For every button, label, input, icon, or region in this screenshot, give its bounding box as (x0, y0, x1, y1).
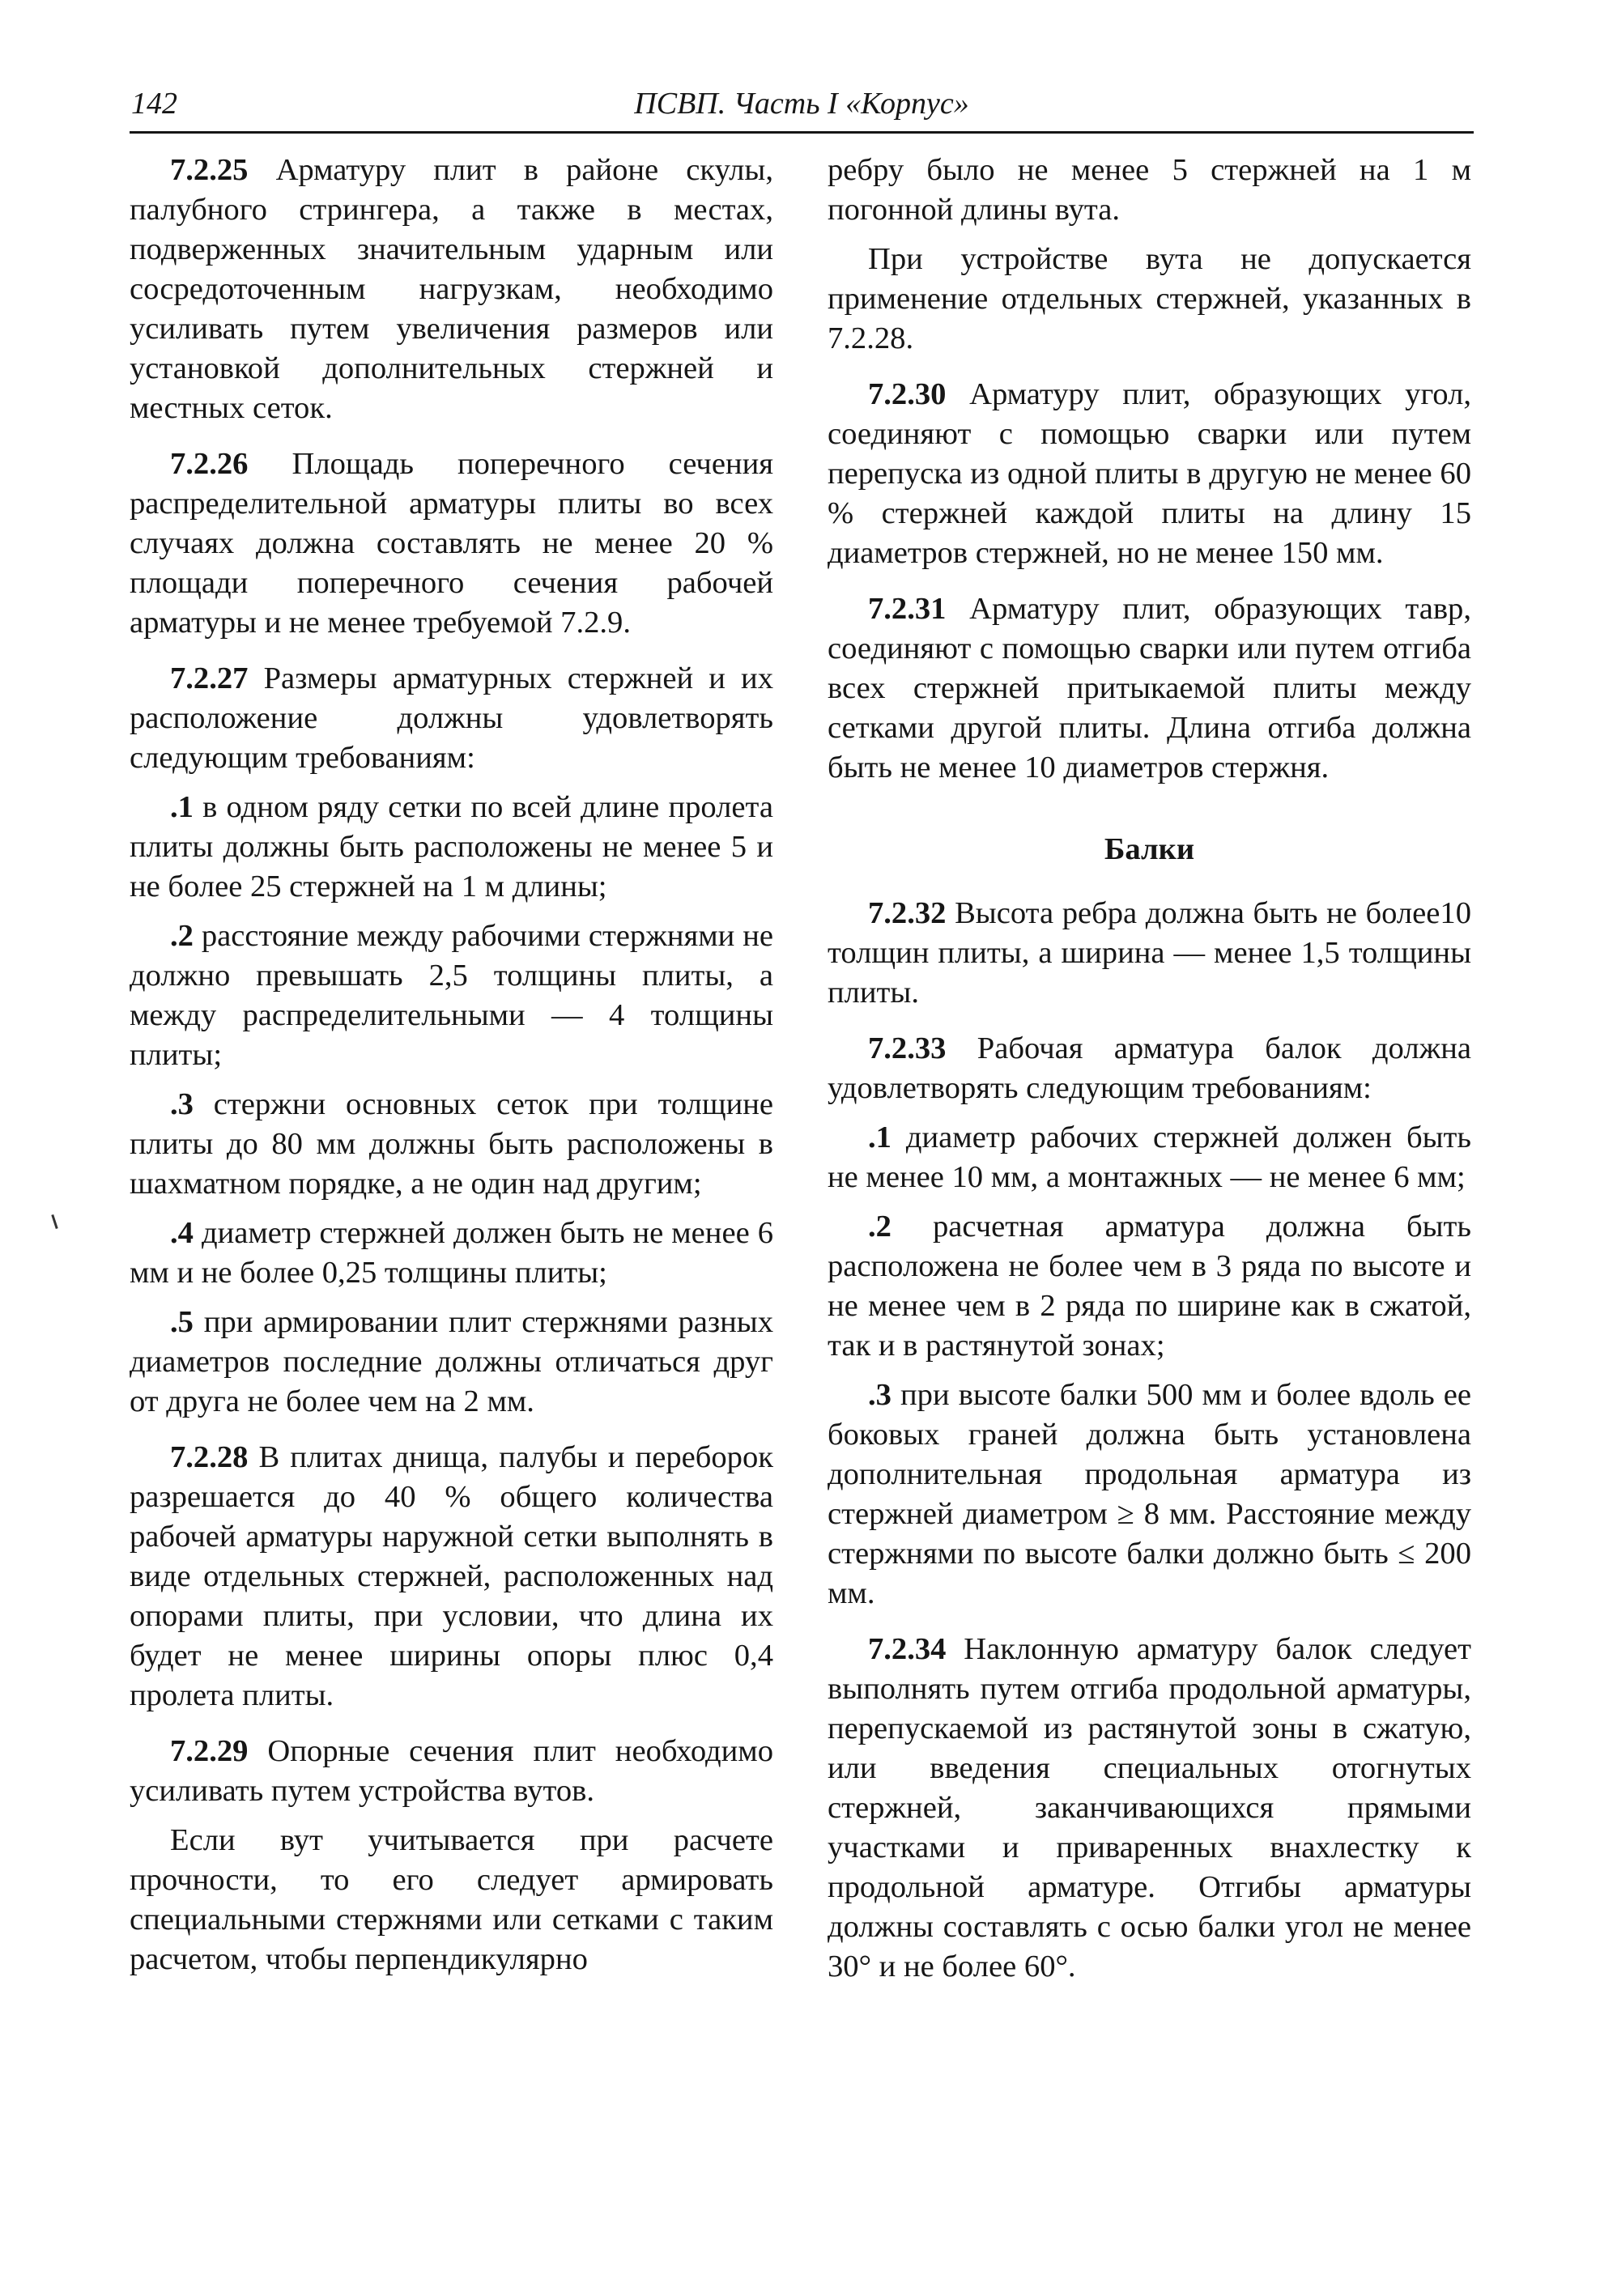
page-header (130, 84, 1474, 134)
item-number: .4 (170, 1216, 194, 1250)
paragraph-7-2-32 (828, 894, 1471, 1013)
paragraph-vut-start: Если вут учитывается при расчете прочности, то его следует армировать специальными стержнями или сетками с таким расчетом, чтобы перпендикулярно (130, 1823, 773, 1976)
paragraph-7-2-25 (130, 151, 773, 428)
paragraph-7-2-29 (130, 1732, 773, 1811)
paragraph-7-2-30 (828, 375, 1471, 573)
clause-number: 7.2.25 (170, 153, 249, 187)
list-item-7-2-33-2 (828, 1207, 1471, 1366)
clause-number: 7.2.28 (170, 1440, 249, 1474)
clause-number: 7.2.27 (170, 661, 249, 695)
scan-artifact (51, 1214, 57, 1229)
paragraph-7-2-33 (828, 1029, 1471, 1108)
item-text: стержни основных сеток при толщине плиты до 80 мм должны быть расположены в шахматном порядке, а не один над другим; (130, 1087, 773, 1201)
item-number: .3 (170, 1087, 194, 1121)
item-number: .1 (170, 790, 194, 824)
list-item-7-2-33-3 (828, 1375, 1471, 1614)
page-number: 142 (131, 87, 177, 121)
clause-text: Высота ребра должна быть не более10 толщин плиты, а ширина — менее 1,5 толщины плиты. (828, 896, 1471, 1010)
paragraph-vut-continued: ребру было не менее 5 стержней на 1 м погонной длины вута. (828, 153, 1471, 227)
clause-number: 7.2.29 (170, 1734, 249, 1768)
clause-text: Опорные сечения плит необходимо усиливать путем устройства вутов. (130, 1734, 773, 1808)
paragraph-7-2-28 (130, 1438, 773, 1716)
running-head: ПСВП. Часть I «Корпус» (634, 87, 969, 121)
clause-text: Рабочая арматура балок должна удовлетворять следующим требованиям: (828, 1031, 1471, 1105)
list-item-7-2-27-2 (130, 916, 773, 1075)
clause-text: Размеры арматурных стержней и их расположение должны удовлетворять следующим требованиям: (130, 661, 773, 775)
item-text: при высоте балки 500 мм и более вдоль ее боковых граней должна быть установлена дополнительная продольная арматура из стержней диаметром ≥ 8 мм. Расстояние между стержнями по высоте балки должно быть ≤ 200 мм. (828, 1378, 1471, 1610)
right-column (828, 151, 1471, 2003)
clause-text: Арматуру плит, образующих тавр, соединяют с помощью сварки или путем отгиба всех стержней притыкаемой плиты между сетками другой плиты. Длина отгиба должна быть не менее 10 диаметров стержня. (828, 592, 1471, 784)
clause-text: Арматуру плит в районе скулы, палубного стрингера, а также в местах, подверженных значительным ударным или сосредоточенным нагрузкам, необходимо усиливать путем увеличения размеров или установкой дополнительных стержней и местных сеток. (130, 153, 773, 425)
item-text: расчетная арматура должна быть расположена не более чем в 3 ряда по высоте и не менее чем в 2 ряда по ширине как в сжатой, так и в растянутой зонах; (828, 1210, 1471, 1363)
left-column (130, 151, 773, 1996)
item-number: .3 (868, 1378, 891, 1412)
clause-number: 7.2.31 (868, 592, 947, 626)
item-text: при армировании плит стержнями разных диаметров последние должны отличаться друг от друга не более чем на 2 мм. (130, 1305, 773, 1418)
item-number: .2 (170, 919, 194, 953)
clause-number: 7.2.32 (868, 896, 947, 930)
paragraph-7-2-26 (130, 444, 773, 643)
clause-number: 7.2.26 (170, 447, 249, 481)
item-text: диаметр рабочих стержней должен быть не менее 10 мм, а монтажных — не менее 6 мм; (828, 1120, 1471, 1194)
item-text: расстояние между рабочими стержнями не должно превышать 2,5 толщины плиты, а между распределительными — 4 толщины плиты; (130, 919, 773, 1072)
item-number: .1 (868, 1120, 891, 1154)
item-number: .5 (170, 1305, 194, 1339)
item-text: в одном ряду сетки по всей длине пролета плиты должны быть расположены не менее 5 и не более 25 стержней на 1 м длины; (130, 790, 773, 904)
clause-text: В плитах днища, палубы и переборок разрешается до 40 % общего количества рабочей арматуры наружной сетки выполнять в виде отдельных стержней, расположенных над опорами плиты, при условии, что длина их будет не менее ширины опоры плюс 0,4 пролета плиты. (130, 1440, 773, 1712)
clause-text: Наклонную арматуру балок следует выполнять путем отгиба продольной арматуры, перепускаемой из растянутой зоны в сжатую, или введения специальных отогнутых стержней, заканчивающихся прямыми участками и приваренных внахлестку к продольной арматуре. Отгибы арматуры должны составлять с осью балки угол не менее 30° и не более 60°. (828, 1632, 1471, 1983)
list-item-7-2-27-1 (130, 788, 773, 907)
list-item-7-2-27-3 (130, 1085, 773, 1204)
clause-text: Арматуру плит, образующих угол, соединяют с помощью сварки или путем перепуска из одной плиты в другую не менее 60 % стержней каждой плиты на длину 15 диаметров стержней, но не менее 150 мм. (828, 377, 1471, 570)
item-text: диаметр стержней должен быть не менее 6 мм и не более 0,25 толщины плиты; (130, 1216, 773, 1290)
paragraph-7-2-27 (130, 659, 773, 778)
list-item-7-2-27-5 (130, 1303, 773, 1422)
paragraph-7-2-34 (828, 1630, 1471, 1987)
list-item-7-2-27-4 (130, 1214, 773, 1293)
item-number: .2 (868, 1210, 891, 1244)
clause-text: Площадь поперечного сечения распределительной арматуры плиты во всех случаях должна составлять не менее 20 % площади поперечного сечения рабочей арматуры и не менее требуемой 7.2.9. (130, 447, 773, 640)
paragraph-vut-note: При устройстве вута не допускается применение отдельных стержней, указанных в 7.2.28. (828, 242, 1471, 355)
paragraph-7-2-31 (828, 589, 1471, 788)
clause-number: 7.2.30 (868, 377, 947, 411)
section-heading-beams: Балки (1104, 832, 1195, 866)
clause-number: 7.2.34 (868, 1632, 947, 1666)
clause-number: 7.2.33 (868, 1031, 947, 1065)
list-item-7-2-33-1 (828, 1118, 1471, 1197)
